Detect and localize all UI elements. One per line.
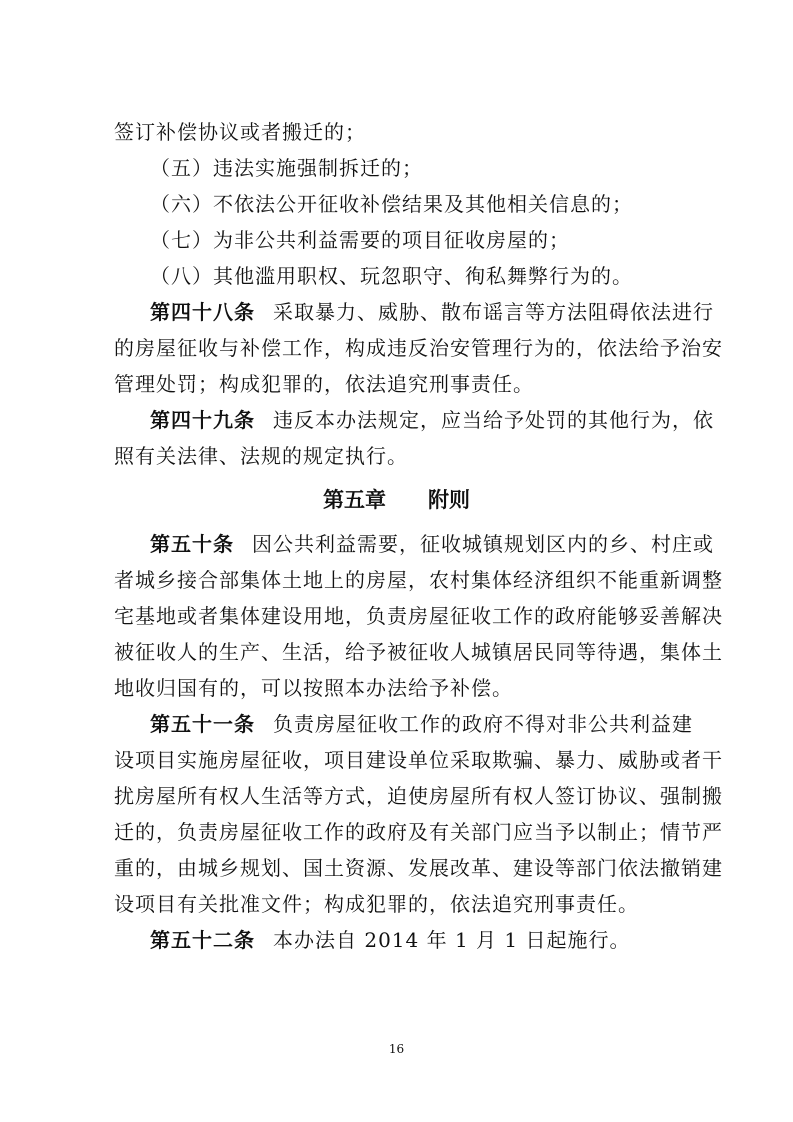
article-49-line-2: 照有关法律、法规的规定执行。	[114, 444, 408, 468]
article-49-text: 违反本办法规定，应当给予处罚的其他行为，依	[273, 408, 714, 432]
list-item-7: （七）为非公共利益需要的项目征收房屋的；	[150, 228, 570, 252]
article-51-line-4: 迁的，负责房屋征收工作的政府及有关部门应当予以制止；情节严	[114, 820, 723, 844]
article-52-line-1	[150, 928, 631, 952]
article-51-text: 负责房屋征收工作的政府不得对非公共利益建	[273, 712, 693, 736]
article-48-line-3: 管理处罚；构成犯罪的，依法追究刑事责任。	[114, 372, 534, 396]
article-50-line-5: 地收归国有的，可以按照本办法给予补偿。	[114, 676, 513, 700]
chapter-heading: 第五章 附则	[323, 488, 470, 512]
article-50-heading: 第五十条	[150, 532, 234, 556]
article-49-line-1	[150, 408, 714, 432]
article-50-line-4: 被征收人的生产、生活，给予被征收人城镇居民同等待遇，集体土	[114, 640, 723, 664]
list-item-5: （五）违法实施强制拆迁的；	[150, 156, 423, 180]
article-51-line-3: 扰房屋所有权人生活等方式，迫使房屋所有权人签订协议、强制搬	[114, 784, 723, 808]
article-50-line-3: 宅基地或者集体建设用地，负责房屋征收工作的政府能够妥善解决	[114, 604, 723, 628]
article-51-line-2: 设项目实施房屋征收，项目建设单位采取欺骗、暴力、威胁或者干	[114, 748, 723, 772]
article-48-line-2: 的房屋征收与补偿工作，构成违反治安管理行为的，依法给予治安	[114, 336, 723, 360]
article-50-line-2: 者城乡接合部集体土地上的房屋，农村集体经济组织不能重新调整	[114, 568, 723, 592]
article-52-heading: 第五十二条	[150, 928, 255, 952]
article-51-line-5: 重的，由城乡规划、国土资源、发展改革、建设等部门依法撤销建	[114, 856, 723, 880]
article-51-heading: 第五十一条	[150, 712, 255, 736]
article-52-text: 本办法自 2014 年 1 月 1 日起施行。	[273, 928, 631, 952]
article-51-line-1	[150, 712, 693, 736]
list-item-6: （六）不依法公开征收补偿结果及其他相关信息的；	[150, 192, 633, 216]
page-number: 16	[388, 1042, 405, 1056]
article-50-text: 因公共利益需要，征收城镇规划区内的乡、村庄或	[252, 532, 714, 556]
article-51-line-6: 设项目有关批准文件；构成犯罪的，依法追究刑事责任。	[114, 892, 639, 916]
article-50-line-1	[150, 532, 714, 556]
article-48-line-1	[150, 300, 714, 324]
article-49-heading: 第四十九条	[150, 408, 255, 432]
article-48-heading: 第四十八条	[150, 300, 255, 324]
paragraph-line: 签订补偿协议或者搬迁的；	[114, 120, 366, 144]
article-48-text: 采取暴力、威胁、散布谣言等方法阻碍依法进行	[273, 300, 714, 324]
list-item-8: （八）其他滥用职权、玩忽职守、徇私舞弊行为的。	[150, 264, 633, 288]
